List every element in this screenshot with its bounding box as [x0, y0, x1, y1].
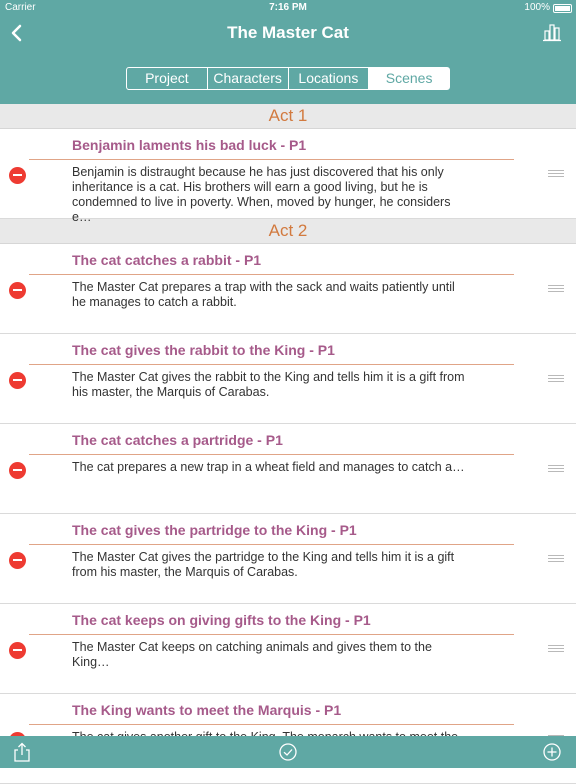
divider: [29, 364, 514, 365]
scene-row[interactable]: [0, 514, 576, 604]
scene-description: The Master Cat gives the rabbit to the King and tells him it is a gift from his master, the Marquis of Carabas.: [72, 370, 465, 399]
scene-description: The cat prepares a new trap in a wheat field and manages to catch a…: [72, 460, 465, 474]
share-icon: [12, 742, 32, 762]
reorder-icon[interactable]: [548, 645, 564, 652]
reorder-icon[interactable]: [548, 170, 564, 177]
reorder-icon[interactable]: [548, 465, 564, 472]
reorder-icon[interactable]: [548, 285, 564, 292]
scene-description: The Master Cat prepares a trap with the sack and waits patiently until he manages to catch a rabbit.: [72, 280, 455, 309]
done-button[interactable]: [278, 742, 298, 762]
reorder-icon[interactable]: [548, 555, 564, 562]
scene-description: Benjamin is distraught because he has just discovered that his only inheritance is a cat. His brothers will earn a good living, but he is condemned to live in poverty. When, moved by hunger, he considers e…: [72, 165, 451, 224]
battery-percent: 100%: [524, 2, 550, 13]
act-header: Act 1: [0, 104, 576, 129]
scene-row[interactable]: [0, 424, 576, 514]
delete-icon[interactable]: [9, 282, 26, 299]
status-bar: [0, 0, 576, 16]
scene-row[interactable]: [0, 334, 576, 424]
divider: [29, 544, 514, 545]
scene-row[interactable]: [0, 244, 576, 334]
reorder-icon[interactable]: [548, 375, 564, 382]
tab-locations[interactable]: Locations: [288, 68, 369, 89]
scene-title: Benjamin laments his bad luck - P1: [72, 137, 307, 153]
divider: [29, 274, 514, 275]
carrier-label: Carrier: [5, 2, 36, 13]
bottom-toolbar: [0, 736, 576, 768]
scene-title: The cat gives the rabbit to the King - P1: [72, 342, 335, 358]
battery-icon: [553, 4, 572, 13]
scene-title: The King wants to meet the Marquis - P1: [72, 702, 342, 718]
scene-title: The cat catches a rabbit - P1: [72, 252, 262, 268]
scene-title: The cat catches a partridge - P1: [72, 432, 283, 448]
scene-description: The Master Cat keeps on catching animals and gives them to the King…: [72, 640, 432, 669]
tab-project[interactable]: Project: [145, 70, 189, 86]
delete-icon[interactable]: [9, 642, 26, 659]
statistics-button[interactable]: [542, 22, 562, 42]
status-time: 7:16 PM: [269, 2, 307, 13]
scene-row[interactable]: [0, 604, 576, 694]
act-header: Act 2: [0, 219, 576, 244]
tab-scenes[interactable]: Scenes: [368, 68, 449, 89]
delete-icon[interactable]: [9, 167, 26, 184]
scene-row[interactable]: [0, 129, 576, 224]
delete-icon[interactable]: [9, 462, 26, 479]
check-circle-icon: [278, 742, 298, 762]
page-title: The Master Cat: [227, 23, 349, 42]
delete-icon[interactable]: [9, 552, 26, 569]
divider: [29, 454, 514, 455]
scene-list[interactable]: [0, 104, 576, 736]
divider: [29, 634, 514, 635]
scene-description: The Master Cat gives the partridge to the King and tells him it is a gift from his master, the Marquis of Carabas.: [72, 550, 455, 579]
section-tabs: [126, 67, 450, 90]
divider: [29, 724, 514, 725]
share-button[interactable]: [12, 742, 32, 762]
scene-title: The cat gives the partridge to the King - P1: [72, 522, 357, 538]
scene-title: The cat keeps on giving gifts to the King - P1: [72, 612, 371, 628]
navigation-header: [0, 0, 576, 104]
divider: [29, 159, 514, 160]
tab-characters[interactable]: Characters: [207, 68, 288, 89]
add-scene-button[interactable]: [542, 742, 562, 762]
bar-chart-icon: [542, 22, 562, 42]
plus-circle-icon: [542, 742, 562, 762]
delete-icon[interactable]: [9, 372, 26, 389]
